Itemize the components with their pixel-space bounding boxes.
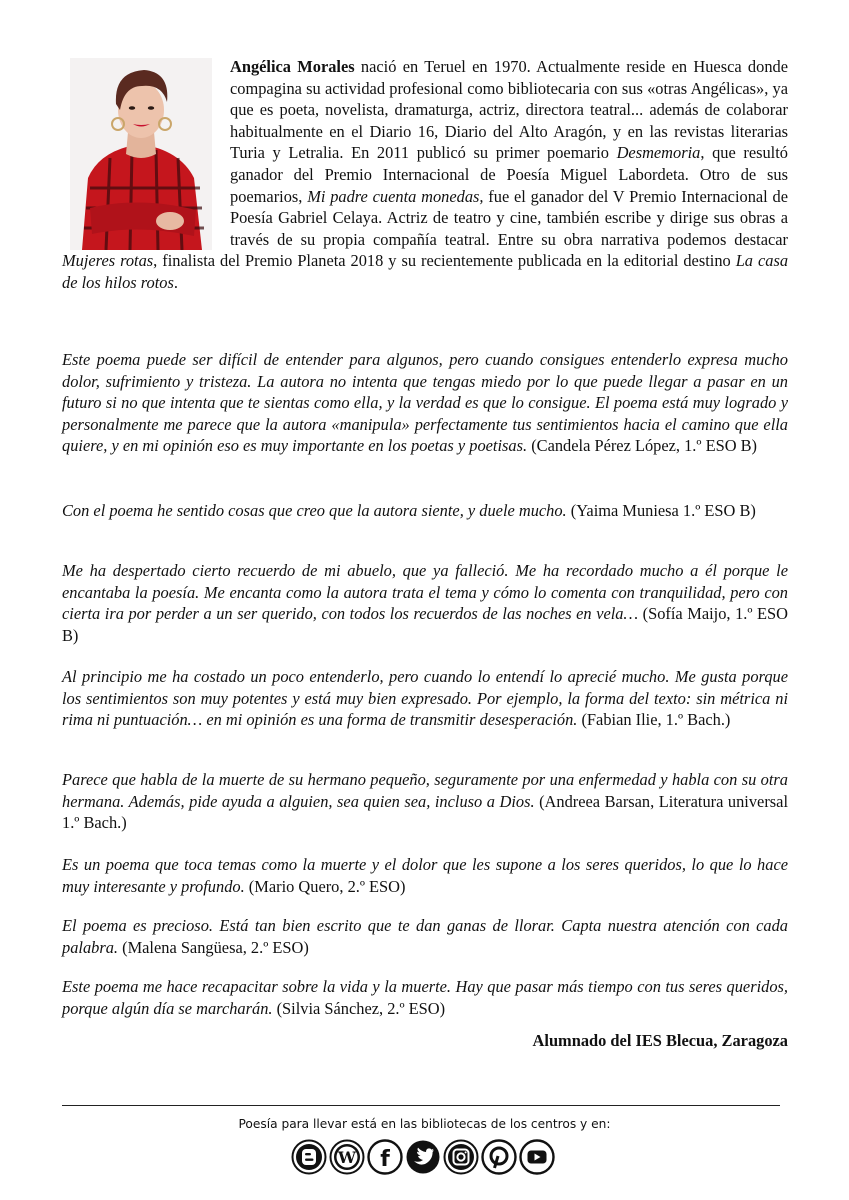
facebook-icon[interactable]	[367, 1139, 403, 1175]
opinion-text: Este poema puede ser difícil de entender para algunos, pero cuando consigues entenderlo expresa mucho dolor, sufrimiento y tristeza. La autora no intenta que tengas miedo por lo que puede llegar a pasar en un futuro si no que intenta que te sientas como ella, y la verdad es que lo consigue. El poema está muy logrado y personalmente me parece que la autora «manipula» perfectamente tus sentimientos hacia el camino que ella quiere, y en mi opinión eso es muy importante en los poetas y poetisas.	[62, 350, 788, 456]
signature: Alumnado del IES Blecua, Zaragoza	[532, 1031, 788, 1050]
blogger-icon[interactable]	[291, 1139, 327, 1175]
opinion-text: Me ha despertado cierto recuerdo de mi abuelo, que ya falleció. Me ha recordado mucho a él porque le encantaba la poesía. Me encanta como la autora trata el tema y cómo lo comenta con tranquilidad, pero con cierta ira por perder a un ser querido, con todos los recuerdos de las noches en vela…	[62, 561, 788, 624]
instagram-icon[interactable]	[443, 1139, 479, 1175]
opinion-author: (Malena Sangüesa, 2.º ESO)	[118, 937, 309, 957]
footer-divider	[62, 1105, 780, 1106]
opinion-author: (Mario Quero, 2.º ESO)	[244, 876, 406, 896]
opinion-paragraph	[62, 769, 788, 834]
opinion-text: El poema es precioso. Está tan bien escrito que te dan ganas de llorar. Capta nuestra atención con cada palabra.	[62, 916, 788, 957]
opinion-text: Al principio me ha costado un poco entenderlo, pero cuando lo entendí lo aprecié mucho. Me gusta porque los sentimientos son muy potentes y está muy bien expresado. Por ejemplo, la forma del texto: sin métrica ni rima ni puntuación… en mi opinión es una forma de transmitir desesperación.	[62, 667, 788, 730]
author-portrait-image	[70, 58, 212, 250]
opinion-author: (Yaima Muniesa 1.º ESO B)	[566, 501, 756, 520]
svg-text:f: f	[380, 1147, 390, 1172]
opinion-paragraph	[62, 976, 788, 1019]
footer-text: Poesía para llevar está en las bibliotecas de los centros y en:	[238, 1117, 611, 1131]
author-bio	[62, 56, 788, 294]
opinion-paragraph	[62, 500, 788, 522]
social-icons	[291, 1139, 561, 1177]
bio-text-1: nació en Teruel en 1970. Actualmente reside en Huesca donde compagina su actividad profesional como bibliotecaria con sus «otras Angélicas», ya que es poeta, novelista, dramaturga, actriz, directora teatral... además de colaborar habitualmente en el Diario 16, Diario del Alto Aragón, y en las revistas literarias Turia y Letralia. En 2011 publicó su primer poemario	[230, 57, 788, 163]
bio-text-4: , finalista del Premio Planeta 2018 y su recientemente publicada en la editorial destino	[153, 251, 736, 271]
book-title-mujeres-rotas: Mujeres rotas	[62, 251, 154, 271]
opinion-author: (Andreea Barsan, Literatura universal 1.º Bach.)	[62, 791, 788, 833]
book-title-mi-padre: Mi padre cuenta monedas,	[307, 186, 484, 206]
opinion-author: (Silvia Sánchez, 2.º ESO)	[272, 998, 446, 1018]
bio-text-2: , que resultó ganador del Premio Internacional de Poesía Miguel Labordeta. Otro de sus poemarios,	[230, 143, 788, 206]
youtube-icon[interactable]	[519, 1139, 555, 1175]
book-title-casa-hilos: La casa de los hilos rotos	[62, 251, 789, 292]
bio-text-3: fue el ganador del V Premio Internacional de Poesía Gabriel Celaya. Actriz de teatro y cine, también escribe y dirige sus obras a través de su propia compañía teatral. Entre su obra narrativa podemos destacar	[230, 186, 788, 249]
author-name: Angélica Morales	[230, 57, 355, 76]
opinion-author: (Sofía Maijo, 1.º ESO B)	[62, 604, 788, 645]
opinion-paragraph	[62, 666, 788, 731]
opinion-author: (Fabian Ilie, 1.º Bach.)	[577, 710, 731, 730]
opinion-author: (Candela Pérez López, 1.º ESO B)	[527, 436, 758, 456]
opinion-paragraph	[62, 854, 788, 897]
opinion-paragraph	[62, 560, 788, 646]
opinion-paragraph	[62, 915, 788, 958]
opinion-text: Parece que habla de la muerte de su hermano pequeño, seguramente por una enfermedad y habla con su otra hermana. Además, pide ayuda a alguien, sea quien sea, incluso a Dios.	[62, 770, 788, 811]
opinion-paragraph	[62, 349, 788, 457]
wordpress-icon[interactable]	[329, 1139, 365, 1175]
opinion-text: Con el poema he sentido cosas que creo que la autora siente, y duele mucho.	[62, 501, 567, 520]
twitter-icon[interactable]	[405, 1139, 441, 1175]
opinion-text: Este poema me hace recapacitar sobre la vida y la muerte. Hay que pasar más tiempo con tus seres queridos, porque algún día se marcharán.	[62, 977, 788, 1018]
bio-text-5: .	[173, 272, 178, 292]
book-title-desmemoria: Desmemoria	[616, 143, 701, 163]
author-photo	[70, 58, 212, 250]
pinterest-icon[interactable]	[481, 1139, 517, 1175]
svg-text:W: W	[338, 1148, 356, 1167]
opinion-text: Es un poema que toca temas como la muerte y el dolor que les supone a los seres queridos, lo que lo hace muy interesante y profundo.	[62, 855, 788, 896]
